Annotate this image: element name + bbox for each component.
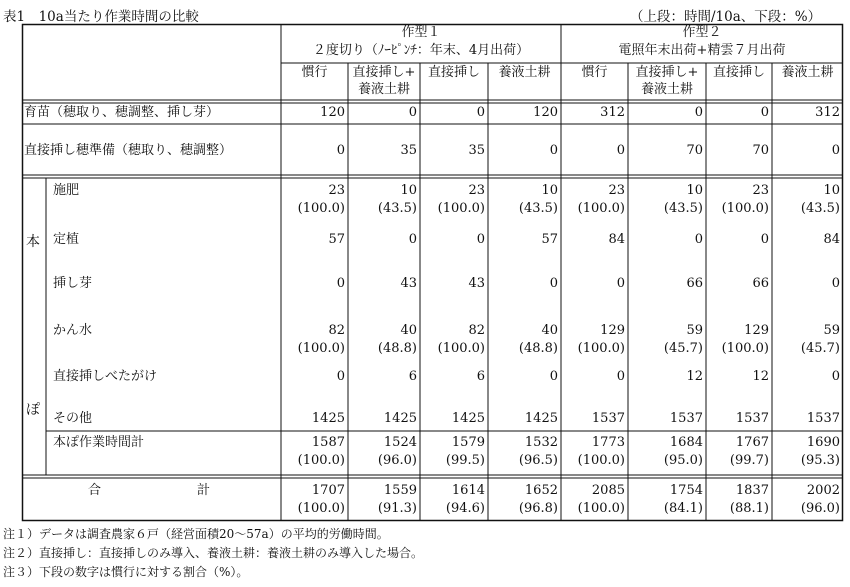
table-cell: 35 [400, 143, 417, 158]
row-label-kansui: かん水 [53, 323, 93, 338]
table-cell: 10 [400, 183, 417, 198]
table-cell: 1684 [669, 435, 703, 450]
table-cell: 0 [408, 232, 417, 247]
group2-subtitle: 電照年末出荷+精雲７月出荷 [618, 43, 786, 58]
table-cell: 120 [533, 105, 558, 120]
section-label-top: 本 [26, 234, 40, 250]
table-cell-percent: (100.0) [297, 501, 345, 516]
table-cell: 12 [752, 369, 769, 384]
table-cell-percent: (96.0) [800, 501, 840, 516]
table-cell-percent: (100.0) [577, 201, 625, 216]
row-label-betagake: 直接挿しべたがけ [53, 369, 158, 384]
table-cell: 1690 [806, 435, 840, 450]
table-cell: 1537 [806, 411, 840, 426]
table-cell: 59 [686, 323, 703, 338]
row-label-sehi: 施肥 [53, 183, 80, 198]
table-cell-percent: (100.0) [721, 201, 769, 216]
table-cell: 10 [823, 183, 840, 198]
table-cell-percent: (100.0) [297, 341, 345, 356]
table-cell: 23 [752, 183, 769, 198]
table-cell-percent: (48.8) [377, 341, 417, 356]
table-cell: 66 [752, 276, 769, 291]
table-cell: 1837 [735, 483, 769, 498]
table-cell: 35 [468, 143, 485, 158]
table-cell: 0 [616, 369, 625, 384]
table-cell: 129 [744, 323, 769, 338]
table-cell: 57 [328, 232, 345, 247]
table-cell-percent: (100.0) [437, 341, 485, 356]
row-label-sonota: その他 [53, 411, 93, 426]
table-cell: 2085 [591, 483, 625, 498]
unit-note: （上段：時間/10a、下段：%） [630, 9, 822, 25]
table-cell: 6 [476, 369, 485, 384]
column-header: 直接挿し+ [635, 65, 699, 80]
table-cell: 1537 [591, 411, 625, 426]
table-cell-percent: (96.8) [518, 501, 558, 516]
table-cell: 23 [468, 183, 485, 198]
table-cell-percent: (100.0) [577, 453, 625, 468]
table-cell: 0 [760, 232, 769, 247]
table-cell-percent: (43.5) [377, 201, 417, 216]
table-cell: 66 [686, 276, 703, 291]
table-cell: 1532 [524, 435, 558, 450]
table-cell: 10 [686, 183, 703, 198]
table-cell: 1425 [311, 411, 345, 426]
table-cell-percent: (100.0) [297, 201, 345, 216]
group1-subtitle: ２度切り（ﾉｰﾋﾟﾝﾁ：年末、4月出荷） [312, 43, 530, 58]
column-header: 直接挿し [427, 65, 480, 80]
table-cell: 1579 [451, 435, 485, 450]
table-cell-percent: (84.1) [663, 501, 703, 516]
table-cell: 6 [408, 369, 417, 384]
table-cell-percent: (100.0) [577, 341, 625, 356]
table-cell: 12 [686, 369, 703, 384]
table-cell-percent: (48.8) [518, 341, 558, 356]
table-cell: 40 [541, 323, 558, 338]
table-cell: 0 [476, 105, 485, 120]
table-cell-percent: (100.0) [297, 453, 345, 468]
table-cell: 1614 [451, 483, 485, 498]
table-cell: 0 [831, 276, 840, 291]
footnote-1: 注１）データは調査農家６戸（経営面積20〜57a）の平均的労働時間。 [3, 527, 389, 541]
table-cell-percent: (100.0) [577, 501, 625, 516]
table-cell: 0 [616, 276, 625, 291]
table-cell: 70 [752, 143, 769, 158]
footnote-3: 注３）下段の数字は慣行に対する割合（%）。 [3, 565, 249, 579]
column-header-line2: 養液土耕 [640, 82, 693, 97]
table-cell: 0 [831, 143, 840, 158]
table-cell: 84 [608, 232, 625, 247]
table-cell: 43 [468, 276, 485, 291]
row-label-ikubyo: 育苗（穂取り、穂調整、挿し芽） [24, 105, 220, 120]
table-cell-percent: (96.0) [377, 453, 417, 468]
table-cell: 10 [541, 183, 558, 198]
row-label-honpo-total: 本ぽ作業時間計 [53, 435, 145, 450]
table-cell: 2002 [806, 483, 840, 498]
table-cell: 43 [400, 276, 417, 291]
table-cell: 84 [823, 232, 840, 247]
table-cell: 1587 [311, 435, 345, 450]
table-cell: 129 [600, 323, 625, 338]
table-cell: 312 [600, 105, 625, 120]
table-cell: 0 [694, 105, 703, 120]
row-label-grand-total-a: 合 [88, 483, 102, 498]
section-label-bottom: ぽ [26, 402, 40, 418]
table-cell-percent: (95.3) [800, 453, 840, 468]
table-cell: 1425 [524, 411, 558, 426]
table-cell-percent: (100.0) [437, 201, 485, 216]
table-cell: 40 [400, 323, 417, 338]
table-cell: 1425 [383, 411, 417, 426]
table-cell-percent: (91.3) [377, 501, 417, 516]
column-header: 養液土耕 [781, 65, 834, 80]
row-label-sashime: 挿し芽 [53, 276, 93, 291]
table-cell-percent: (43.5) [518, 201, 558, 216]
table-cell-percent: (45.7) [800, 341, 840, 356]
table-cell: 23 [328, 183, 345, 198]
table-cell: 1754 [669, 483, 703, 498]
column-header: 慣行 [581, 65, 608, 80]
table-cell: 23 [608, 183, 625, 198]
table-cell: 0 [549, 369, 558, 384]
table-cell: 0 [831, 369, 840, 384]
table-cell: 0 [408, 105, 417, 120]
table-cell: 1707 [311, 483, 345, 498]
table-title: 表1 10a当たり作業時間の比較 [3, 9, 199, 25]
column-header: 直接挿し [712, 65, 765, 80]
table-cell: 1425 [451, 411, 485, 426]
table-cell: 120 [320, 105, 345, 120]
table-cell-percent: (96.5) [518, 453, 558, 468]
group1-name: 作型１ [401, 25, 441, 40]
column-header: 慣行 [301, 65, 328, 80]
table-cell: 59 [823, 323, 840, 338]
table-cell: 1559 [383, 483, 417, 498]
table-cell: 312 [815, 105, 840, 120]
table-cell: 1767 [735, 435, 769, 450]
table-cell-percent: (99.7) [729, 453, 769, 468]
table-cell: 0 [336, 143, 345, 158]
group2-name: 作型２ [682, 25, 722, 40]
table-cell: 0 [760, 105, 769, 120]
table-cell-percent: (43.5) [800, 201, 840, 216]
row-label-grand-total-b: 計 [197, 483, 211, 498]
table-cell: 0 [616, 143, 625, 158]
column-header: 養液土耕 [498, 65, 551, 80]
table-cell: 82 [328, 323, 345, 338]
row-label-teishoku: 定植 [53, 232, 80, 247]
table-cell: 1524 [383, 435, 417, 450]
table-cell: 1537 [735, 411, 769, 426]
row-label-junbi: 直接挿し穂準備（穂取り、穂調整） [24, 143, 233, 158]
table-cell-percent: (43.5) [663, 201, 703, 216]
table-cell: 0 [549, 276, 558, 291]
column-header-line2: 養液土耕 [357, 82, 410, 97]
table-cell-percent: (99.5) [445, 453, 485, 468]
table-cell: 0 [549, 143, 558, 158]
table-cell: 0 [336, 276, 345, 291]
table-cell: 70 [686, 143, 703, 158]
table-cell: 57 [541, 232, 558, 247]
table-cell: 1652 [524, 483, 558, 498]
table-cell-percent: (45.7) [663, 341, 703, 356]
table-cell: 0 [694, 232, 703, 247]
column-header: 直接挿し+ [352, 65, 416, 80]
table-cell-percent: (95.0) [663, 453, 703, 468]
table-cell-percent: (100.0) [721, 341, 769, 356]
table-cell: 82 [468, 323, 485, 338]
footnote-2: 注２）直接挿し：直接挿しのみ導入、養液土耕：養液土耕のみ導入した場合。 [3, 546, 424, 560]
table-cell: 0 [476, 232, 485, 247]
table-cell: 1773 [591, 435, 625, 450]
table-cell: 1537 [669, 411, 703, 426]
table-cell-percent: (88.1) [729, 501, 769, 516]
table-cell: 0 [336, 369, 345, 384]
table-cell-percent: (94.6) [445, 501, 485, 516]
